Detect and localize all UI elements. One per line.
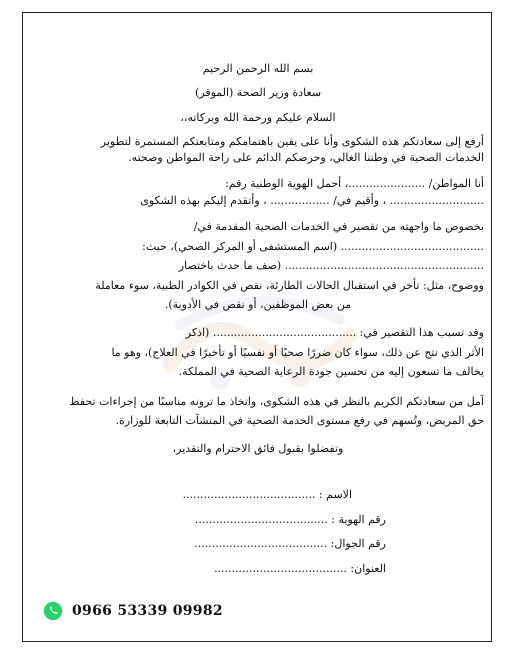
body-line: ووضوح، مثل: تأخر في استقبال الحالات الطارئة، نقص في الكوادر الطبية، سوء معاملة [95,279,484,292]
contact-row [42,600,223,622]
phone-number: 0966 53339 09982 [72,603,223,619]
body-line: ........................... ، وأقيم في/ ................. ، وأتقدم إليكم بهذه الشكوى [140,194,484,207]
basmala: بسم الله الرحمن الرحيم [202,62,314,75]
id-field: رقم الهوية : ...................................... [194,513,386,526]
body-line: الأثر الذي نتج عن ذلك، سواء كان ضررًا صحيًا أو نفسيًا أو تأخيرًا في العلاج)، وهو ما [111,346,484,359]
body-line: أرفع إلى سعادتكم هذه الشكوى وأنا على يقين باهتمامكم ومتابعتكم المستمرة لتطوير [100,135,484,148]
whatsapp-icon [42,600,64,622]
body-line: وقد تسبب هذا التقصير في: ......................................... (اذكر [185,326,484,339]
body-line: يخالف ما تسعون إليه من تحسين جودة الرعاية الصحية في المملكة. [178,365,484,378]
body-line: الخدمات الصحية في وطننا الغالي، وحرصكم الدائم على راحة المواطن وصحته. [128,151,484,164]
body-line: ......................................... (اسم المستشفى أو المركز الصحي)، حيث: [142,240,484,253]
name-field: الاسم : ...................................... [182,488,352,501]
mobile-field: رقم الجوال: ...................................... [194,537,386,550]
greeting: السلام عليكم ورحمة الله وبركاته،، [180,111,336,124]
body-line: حق المريض، وتُسهم في رفع مستوى الخدمة الصحية في المنشآت التابعة للوزارة. [115,414,484,427]
addressee: سعادة وزير الصحة (الموقر) [194,86,322,99]
body-line: آمل من سعادتكم الكريم بالنظر في هذه الشكوى، واتخاذ ما ترونه مناسبًا من إجراءات تحفظ [69,395,484,408]
body-line: ......................................................... (صف ما حدث باختصار [178,259,484,272]
address-field: العنوان: ...................................... [214,562,386,575]
body-line: أنا المواطن/ ......................، أحمل الهوية الوطنية رقم: [225,177,484,190]
body-line: من بعض الموظفين، أو نقص في الأدوية). [164,298,352,311]
closing-line: وتفضلوا بقبول فائق الاحترام والتقدير، [172,442,344,455]
body-line: بخصوص ما واجهته من تقصير في الخدمات الصحية المقدمة في/ [193,220,484,233]
